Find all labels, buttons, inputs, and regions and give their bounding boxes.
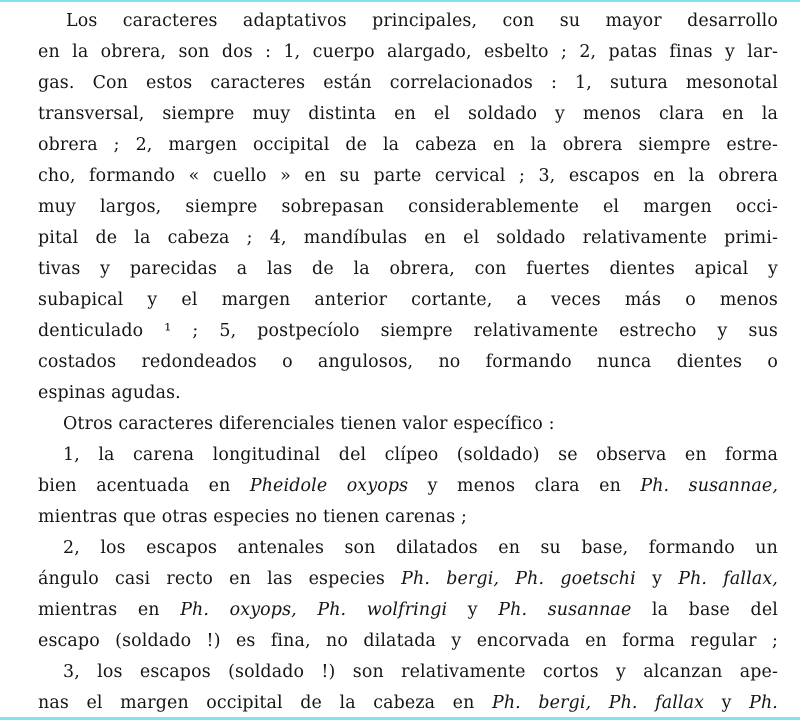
species-name: Ph. oxyops, Ph. wolfringi: [180, 600, 448, 620]
paragraph-item-2: [38, 533, 778, 657]
text-line: [38, 502, 778, 533]
text-segment: denticulado ¹ ; 5, postpecíolo siempre relativamente estrecho y sus: [38, 321, 778, 341]
species-name: Ph. fallax,: [678, 569, 778, 589]
text-segment: Los caracteres adaptativos principales, con su mayor desarrollo: [66, 11, 778, 31]
top-border: [0, 0, 800, 2]
text-line: [38, 285, 778, 316]
text-segment: y: [447, 600, 499, 620]
species-name: Ph. bergi, Ph. goetschi: [401, 569, 636, 589]
text-line: [38, 657, 778, 688]
text-line: [38, 409, 778, 440]
text-line: [38, 192, 778, 223]
body-text: [38, 6, 778, 719]
text-segment: bien acentuada en: [38, 476, 250, 496]
species-name: Ph. susannae,: [640, 476, 779, 496]
text-segment: costados redondeados o angulosos, no formando nunca dientes o: [38, 352, 778, 372]
text-segment: subapical y el margen anterior cortante, a veces más o menos: [38, 290, 778, 310]
text-segment: nas el margen occipital de la cabeza en: [38, 693, 492, 713]
species-name: Ph.: [749, 693, 778, 713]
text-segment: y menos clara en: [408, 476, 641, 496]
text-line: [38, 471, 778, 502]
text-line: [38, 37, 778, 68]
paragraph-other-characters: [38, 409, 778, 440]
text-segment: pital de la cabeza ; 4, mandíbulas en el soldado relativamente primi-: [38, 228, 778, 248]
text-line: [38, 688, 778, 719]
text-line: [38, 378, 778, 409]
text-line: [38, 223, 778, 254]
text-segment: y: [704, 693, 750, 713]
paragraph-item-1: [38, 440, 778, 533]
text-line: [38, 254, 778, 285]
text-line: [38, 347, 778, 378]
text-segment: y: [635, 569, 679, 589]
text-segment: transversal, siempre muy distinta en el soldado y menos clara en la: [38, 104, 778, 124]
text-segment: tivas y parecidas a las de la obrera, con fuertes dientes apical y: [38, 259, 778, 279]
text-segment: escapo (soldado !) es fina, no dilatada y encorvada en forma regular ;: [38, 631, 778, 651]
text-segment: Otros caracteres diferenciales tienen valor específico :: [63, 414, 555, 434]
text-segment: obrera ; 2, margen occipital de la cabeza en la obrera siempre estre-: [38, 135, 778, 155]
text-line: [38, 130, 778, 161]
paragraph-item-3: [38, 657, 778, 719]
text-line: [38, 68, 778, 99]
text-segment: 1, la carena longitudinal del clípeo (soldado) se observa en forma: [63, 445, 778, 465]
text-line: [38, 316, 778, 347]
text-segment: 3, los escapos (soldado !) son relativamente cortos y alcanzan ape-: [63, 662, 778, 682]
text-segment: ángulo casi recto en las especies: [38, 569, 402, 589]
text-line: [38, 440, 778, 471]
text-line: [38, 564, 778, 595]
paragraph-adaptive-characters: [38, 6, 778, 409]
text-segment: la base del: [631, 600, 778, 620]
species-name: Ph. bergi, Ph. fallax: [491, 693, 705, 713]
text-segment: muy largos, siempre sobrepasan considerablemente el margen occi-: [38, 197, 778, 217]
text-segment: espinas agudas.: [38, 383, 181, 403]
text-line: [38, 626, 778, 657]
text-line: [38, 6, 778, 37]
text-segment: mientras que otras especies no tienen carenas ;: [38, 507, 468, 527]
text-segment: en la obrera, son dos : 1, cuerpo alargado, esbelto ; 2, patas finas y lar-: [38, 42, 778, 62]
text-segment: cho, formando « cuello » en su parte cervical ; 3, escapos en la obrera: [38, 166, 778, 186]
text-segment: gas. Con estos caracteres están correlacionados : 1, sutura mesonotal: [38, 73, 778, 93]
text-line: [38, 161, 778, 192]
text-line: [38, 595, 778, 626]
text-segment: 2, los escapos antenales son dilatados en su base, formando un: [63, 538, 778, 558]
text-line: [38, 99, 778, 130]
species-name: Ph. susannae: [498, 600, 632, 620]
text-line: [38, 533, 778, 564]
text-segment: mientras en: [38, 600, 181, 620]
species-name: Pheidole oxyops: [249, 476, 409, 496]
